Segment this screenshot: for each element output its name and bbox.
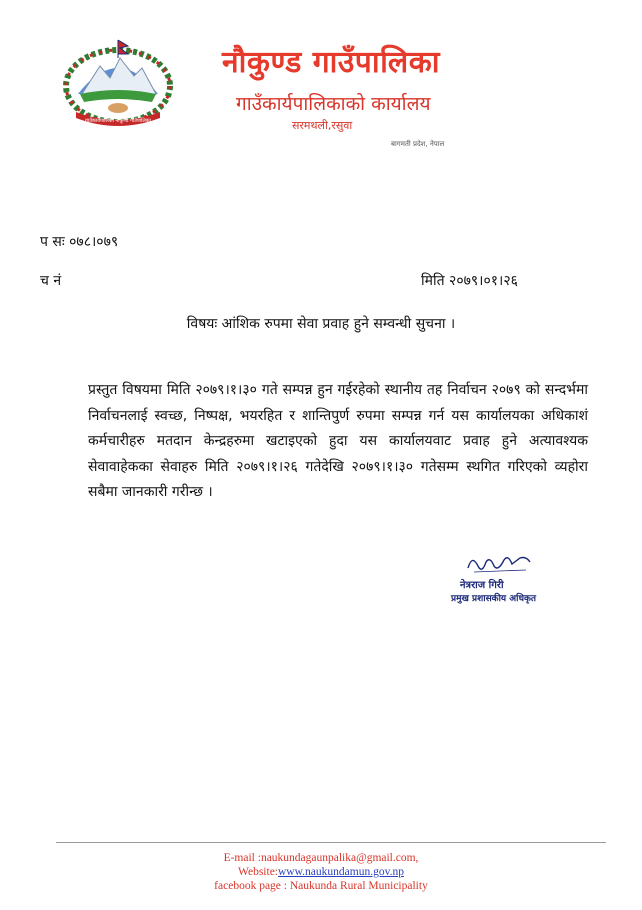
office-subtitle: गाउँकार्यपालिकाको कार्यालय (236, 93, 431, 115)
signer-title: प्रमुख प्रशासकीय अधिकृत (451, 594, 537, 604)
letter-body: प्रस्तुत विषयमा मिति २०७९।१।३० गते सम्पन्न हुन गईरहेको स्थानीय तह निर्वाचन २०७९ को सन्दर्भमा निर्वाचनलाई स्वच्छ, निष्पक्ष, भयरहित र शान्तिपुर्ण रुपमा सम्पन्न गर्न यस कार्यालयका अधिकाशं कर्मचारीहरु मतदान केन्द्रहरुमा खटाइएको हुदा यस कार्यालयवाट प्रवाह हुने अत्यावश्यक सेवावाहेकका सेवाहरु मिति २०७९।१।२६ गतेदेखि २०७९।१।३० गतेसम्म स्थगित गरिएको व्यहोरा सबैमा जानकारी गरीन्छ । (88, 382, 588, 500)
letter-subject: विषयः आंशिक रुपमा सेवा प्रवाह हुने सम्वन्धी सुचना । (186, 316, 456, 332)
footer-email (0, 852, 642, 864)
logo-banner-text: गाउँकार्यपालिका नौकुण्ड गाउँपालिका (85, 118, 151, 124)
footer-facebook: facebook page : Naukunda Rural Municipality (214, 880, 428, 892)
email-address[interactable]: naukundagaunpalika@gmail.com, (260, 852, 419, 864)
email-label: E-mail : (223, 852, 261, 864)
handwritten-signature (460, 548, 540, 580)
municipality-emblem-logo (56, 36, 180, 128)
municipality-title: नौकुण्ड गाउँपालिका (222, 45, 441, 80)
website-link[interactable]: www.naukundamun.gov.np (278, 866, 404, 878)
reference-number: प सः ०७८।०७९ (40, 234, 119, 250)
footer-divider (56, 842, 606, 843)
dispatch-number: च नं (40, 273, 62, 289)
signer-name: नेत्रराज गिरी (460, 580, 504, 591)
letter-date: मिति २०७९।०१।२६ (421, 273, 518, 289)
website-label: Website: (238, 866, 278, 878)
province-text: बागमती प्रदेश, नेपाल (391, 140, 445, 148)
office-location: सरमथली,रसुवा (292, 119, 353, 132)
footer-website (0, 866, 642, 878)
